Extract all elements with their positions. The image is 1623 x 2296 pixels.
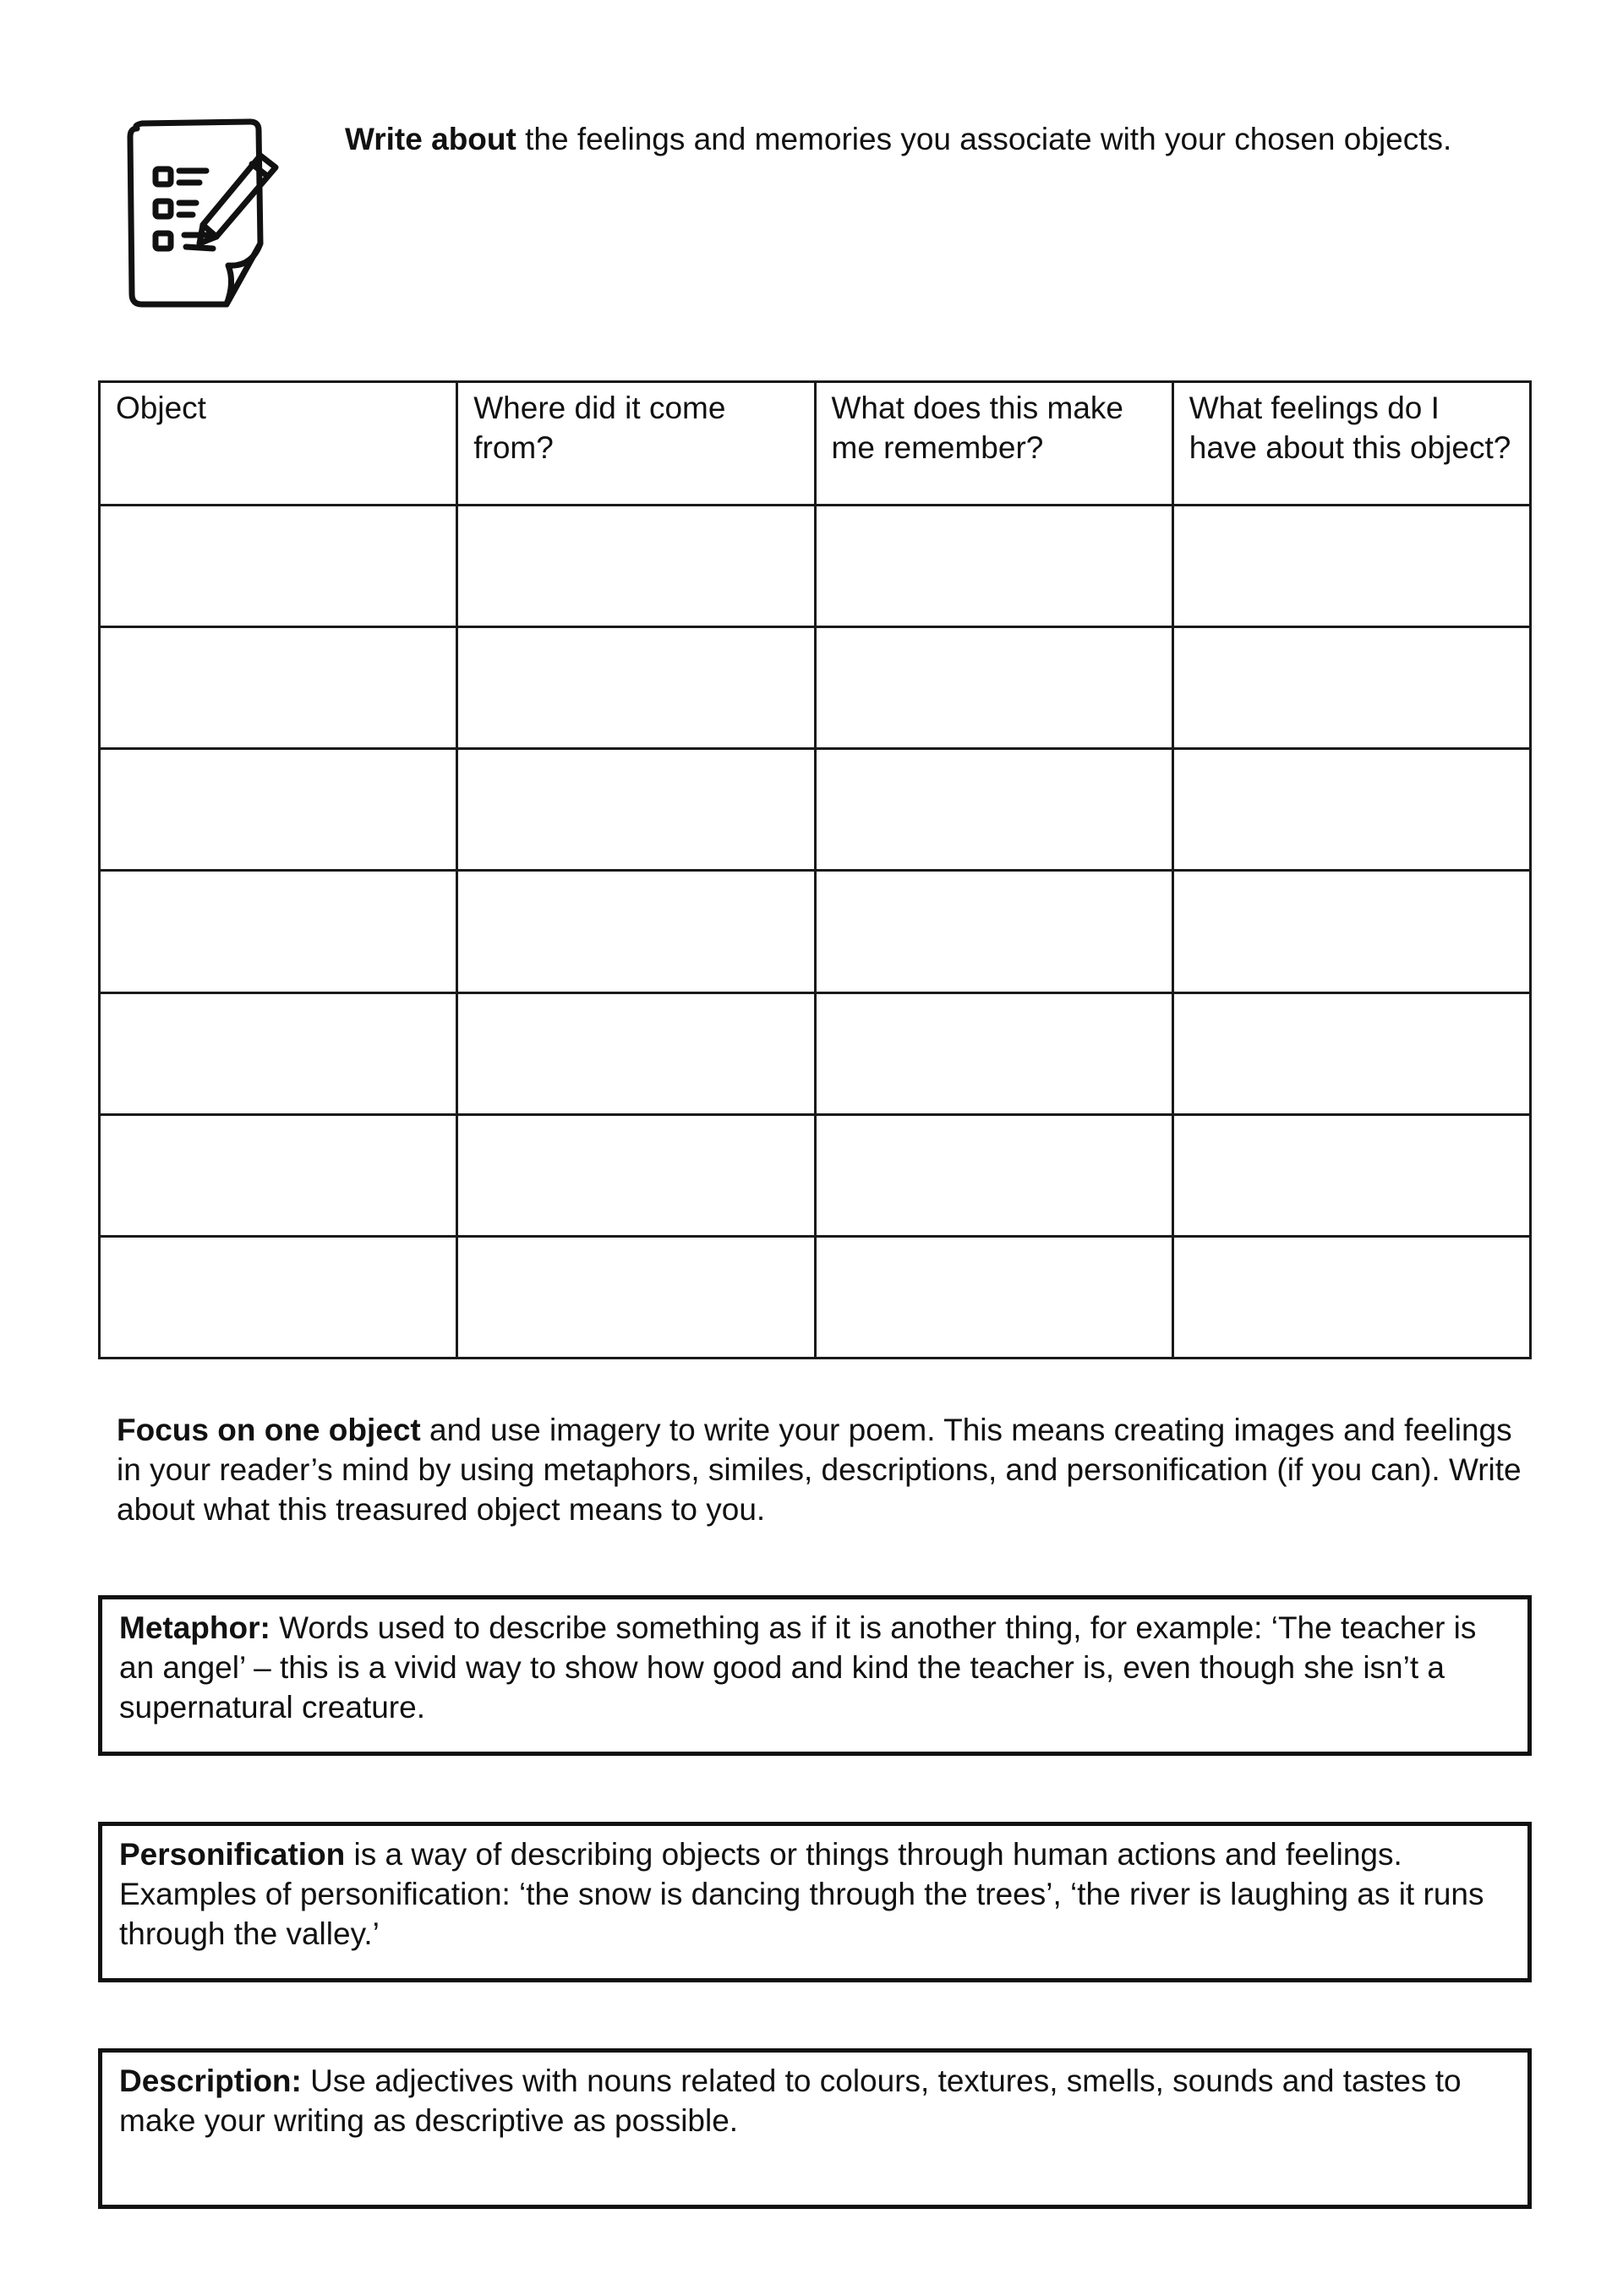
table-row [100,1114,1531,1236]
table-cell[interactable] [457,506,815,627]
table-cell[interactable] [1172,992,1530,1114]
instruction-rest: the feelings and memories you associate with your chosen objects. [516,122,1452,156]
table-cell[interactable] [457,749,815,871]
focus-rest: and use imagery to write your poem. This means creating images and feelings in your reader’s mind by using metaphors, similes, descriptions, and personification (if you can). Write about what this treasured object means to you. [117,1413,1522,1527]
personification-text: is a way of describing objects or things through human actions and feelings. Examples of personification: ‘the snow is dancing through the trees’, ‘the river is laughing as it runs through the valley.’ [119,1837,1484,1951]
table-cell[interactable] [100,506,457,627]
table-cell[interactable] [457,871,815,992]
header-object: Object [100,382,457,506]
header-remember: What does this make me remember? [815,382,1172,506]
instruction-text [345,118,1545,161]
table-cell[interactable] [815,871,1172,992]
table-cell[interactable] [1172,749,1530,871]
table-row [100,1236,1531,1358]
table-cell[interactable] [815,1236,1172,1358]
table-cell[interactable] [815,627,1172,749]
table-row [100,506,1531,627]
table-cell[interactable] [1172,1114,1530,1236]
focus-paragraph [117,1410,1537,1529]
table-cell[interactable] [100,1236,457,1358]
table-cell[interactable] [100,992,457,1114]
focus-bold: Focus on one object [117,1413,421,1447]
table-row [100,749,1531,871]
table-cell[interactable] [100,749,457,871]
table-cell[interactable] [457,627,815,749]
header-where-from: Where did it come from? [457,382,815,506]
table-cell[interactable] [815,992,1172,1114]
table-row [100,992,1531,1114]
table-row [100,871,1531,992]
description-box [98,2048,1532,2209]
table-cell[interactable] [815,749,1172,871]
header-feelings: What feelings do I have about this object? [1172,382,1530,506]
table-cell[interactable] [815,506,1172,627]
description-term: Description: [119,2064,302,2098]
objects-table [98,380,1532,1359]
metaphor-box [98,1595,1532,1756]
table-cell[interactable] [100,1114,457,1236]
description-text: Use adjectives with nouns related to colours, textures, smells, sounds and tastes to make your writing as descriptive as possible. [119,2064,1462,2138]
personification-box [98,1822,1532,1982]
table-row [100,627,1531,749]
table-cell[interactable] [457,1236,815,1358]
table-cell[interactable] [1172,627,1530,749]
table-cell[interactable] [457,992,815,1114]
checklist-pencil-icon [125,117,286,311]
table-cell[interactable] [100,871,457,992]
personification-term: Personification [119,1837,346,1872]
table-cell[interactable] [1172,871,1530,992]
table-cell[interactable] [815,1114,1172,1236]
table-cell[interactable] [1172,506,1530,627]
metaphor-term: Metaphor: [119,1610,270,1645]
table-header-row [100,382,1531,506]
table-cell[interactable] [457,1114,815,1236]
instruction-bold: Write about [345,122,516,156]
table-cell[interactable] [1172,1236,1530,1358]
metaphor-text: Words used to describe something as if it is another thing, for example: ‘The teacher is an angel’ – this is a vivid way to show how good and kind the teacher is, even though she isn’t a supernatural creature. [119,1610,1477,1725]
table-cell[interactable] [100,627,457,749]
